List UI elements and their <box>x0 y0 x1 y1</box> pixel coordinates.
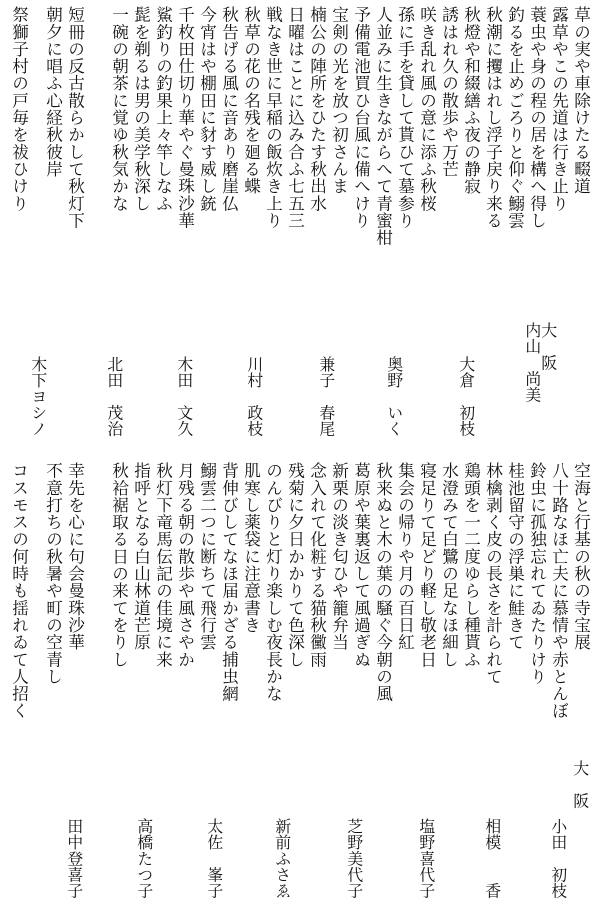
haiku-line: 草の実や車除けたる畷道 <box>571 6 591 195</box>
haiku-line: 不意打ちの秋暑や町の空青し <box>43 462 63 685</box>
author-name: 芝野美代子 <box>344 818 364 899</box>
haiku-line: 誘はれ久の散歩や万芒 <box>439 6 459 178</box>
haiku-line: 新栗の淡き匂ひや籠弁当 <box>329 462 349 651</box>
author-name: 奥野 いく <box>384 356 404 437</box>
author-name: 内山 尚美 <box>522 322 542 403</box>
author-city: 大 阪 <box>570 760 590 809</box>
haiku-line: 鰯雲二つに断ちて飛行雲 <box>197 462 217 651</box>
haiku-line: コスモスの何時も揺れゐて人招く <box>9 462 29 720</box>
haiku-line: 人並みに生きながらへて青蜜柑 <box>373 6 393 247</box>
haiku-line: 日曜はことに込み合ふ七五三 <box>285 6 305 229</box>
haiku-line: 指呼となる白山林道芒原 <box>131 462 151 651</box>
author-name: 兼子 春尾 <box>316 356 336 437</box>
haiku-line: 一碗の朝茶に覚ゆ秋気かな <box>109 6 129 212</box>
author-name: 高橋たつ子 <box>134 818 154 899</box>
haiku-line: 寝足りて足どり軽し敬老日 <box>417 462 437 668</box>
haiku-line: 林檎剥く皮の長さを計られて <box>483 462 503 685</box>
haiku-line: 秋燈や和綴繕ふ夜の静寂 <box>461 6 481 195</box>
haiku-line: 葛原や葉裏返して風過ぎぬ <box>351 462 371 668</box>
haiku-line: 蓑虫や身の程の居を構へ得し <box>527 6 547 229</box>
author-name: 田中登喜子 <box>64 818 84 899</box>
author-name: 木下ヨシノ <box>28 356 48 437</box>
haiku-line: 短冊の反古散らかして秋灯下 <box>65 6 85 229</box>
haiku-line: のんびりと灯り楽しむ夜長かな <box>263 462 283 703</box>
author-name: 太佐 峯子 <box>204 818 224 899</box>
haiku-line: 水澄みて白鷺の足なほ細し <box>439 462 459 668</box>
haiku-line: 釣るを止めごろりと仰ぐ鰯雲 <box>505 6 525 229</box>
haiku-line: 幸先を心に句会曼珠沙華 <box>65 462 85 651</box>
haiku-line: 鯊釣りの釣果上々竿しなふ <box>153 6 173 212</box>
author-name: 塩野喜代子 <box>416 818 436 899</box>
haiku-line: 千枚田仕切り華やぐ曼珠沙華 <box>175 6 195 229</box>
haiku-line: 鈴虫に孤独忘れてゐたりけり <box>527 462 547 685</box>
haiku-line: 楠公の陣所をひたす秋出水 <box>307 6 327 212</box>
haiku-line: 背伸びしてなほ届かざる捕虫網 <box>219 462 239 703</box>
haiku-line: 秋告げる風に音あり磨崖仏 <box>219 6 239 212</box>
haiku-line: 残菊に夕日かかりて色深し <box>285 462 305 668</box>
author-name: 新前ふさゑ <box>272 818 292 899</box>
author-city: 大 阪 <box>538 322 558 371</box>
haiku-line: 咲き乱れ風の意に添ふ秋桜 <box>417 6 437 212</box>
haiku-line: 予備電池買ひ台風に備へけり <box>351 6 371 229</box>
author-name: 相模 香 <box>482 818 502 899</box>
author-name: 北田 茂治 <box>104 356 124 437</box>
haiku-line: 月残る朝の散歩や風さやか <box>175 462 195 668</box>
haiku-line: 秋袷裾取る日の来てをりし <box>109 462 129 668</box>
haiku-line: 戦なき世に早稲の飯炊き上り <box>263 6 283 229</box>
haiku-line: 宝剣の光を放つ初さんま <box>329 6 349 195</box>
author-name: 大倉 初枝 <box>456 356 476 437</box>
haiku-line: 祭獅子村の戸毎を祓ひけり <box>9 6 29 212</box>
haiku-line: 今宵はや棚田に豺す威し銃 <box>197 6 217 212</box>
haiku-line: 秋来ぬと木の葉の騒ぐ今朝の風 <box>373 462 393 703</box>
haiku-line: 孫に手を貸して貰ひて墓参り <box>395 6 415 229</box>
haiku-line: 集会の帰りや月の百日紅 <box>395 462 415 651</box>
haiku-line: 秋潮に攫はれし浮子戻り来る <box>483 6 503 229</box>
haiku-line: 鶏頭を一二度ゆらし種貰ふ <box>461 462 481 668</box>
haiku-line: 肌寒し薬袋に注意書き <box>241 462 261 634</box>
haiku-line: 秋草の花の名残を廻る蝶 <box>241 6 261 195</box>
haiku-line: 髭を剃るは男の美学秋深し <box>131 6 151 212</box>
haiku-line: 念入れて化粧する猫秋黴雨 <box>307 462 327 668</box>
haiku-line: 八十路なほ亡夫に慕情や赤とんぼ <box>549 462 569 720</box>
author-name: 小田 初枝 <box>548 818 568 899</box>
haiku-line: 朝夕に唱ふ心経秋彼岸 <box>43 6 63 178</box>
haiku-line: 空海と行基の秋の寺宝展 <box>571 462 591 651</box>
haiku-line: 秋灯下竜馬伝記の佳境に来 <box>153 462 173 668</box>
author-name: 木田 文久 <box>174 356 194 437</box>
haiku-line: 露草やこの先道は行き止り <box>549 6 569 212</box>
author-name: 川村 政枝 <box>244 356 264 437</box>
haiku-line: 桂池留守の浮巣に鮭きて <box>505 462 525 651</box>
